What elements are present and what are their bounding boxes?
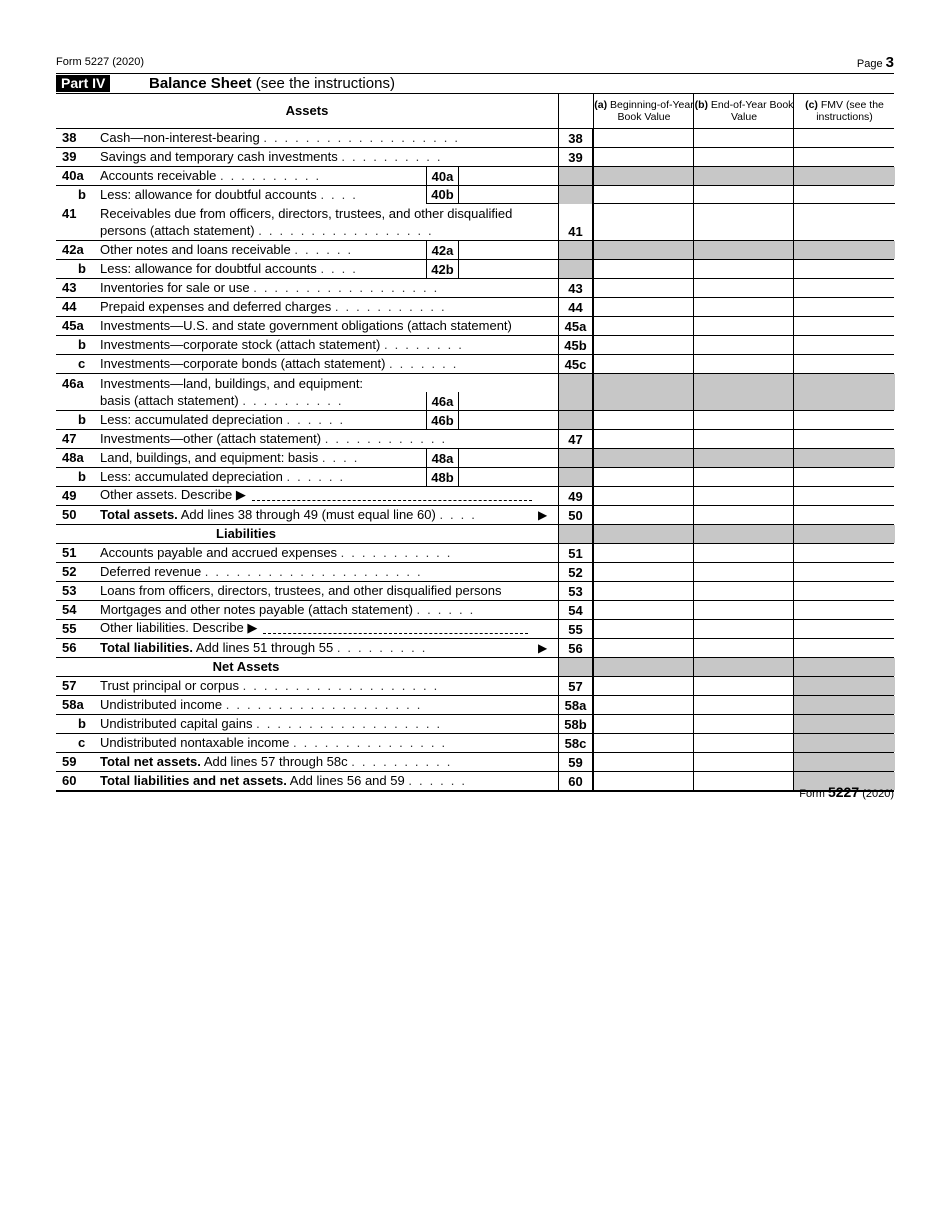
line-48a-amount[interactable] — [459, 449, 558, 467]
line-40b-col-a[interactable] — [593, 186, 694, 204]
line-47-col-c[interactable] — [793, 430, 895, 448]
line-53-col-b[interactable] — [693, 582, 794, 600]
line-46b-col-b[interactable] — [693, 411, 794, 429]
part-header — [56, 74, 894, 93]
line-48b: b Less: accumulated depreciation ...... 48b — [56, 468, 894, 487]
line-52-col-b[interactable] — [693, 563, 794, 581]
line-51-col-a[interactable] — [593, 544, 694, 562]
line-45c: c Investments—corporate bonds (attach statement) ....... 45c — [56, 355, 894, 374]
balance-sheet-table — [56, 93, 894, 792]
part-title: Balance Sheet (see the instructions) — [149, 75, 395, 92]
line-54-col-b[interactable] — [693, 601, 794, 619]
line-44-col-b[interactable] — [693, 298, 794, 316]
line-53: 53 Loans from officers, directors, trustees, and other disqualified persons 53 — [56, 582, 894, 601]
line-38-col-a[interactable] — [593, 129, 694, 147]
line-46b-col-c[interactable] — [793, 411, 895, 429]
line-50-col-b[interactable] — [693, 506, 794, 524]
line-56-col-a[interactable] — [593, 639, 694, 657]
line-51: 51 Accounts payable and accrued expenses ........... 51 — [56, 544, 894, 563]
line-49-describe-field[interactable] — [252, 490, 532, 501]
line-40b-col-c[interactable] — [793, 186, 895, 204]
line-40b-col-b[interactable] — [693, 186, 794, 204]
line-45a-col-a[interactable] — [593, 317, 694, 335]
footer-form-number: 5227 — [827, 784, 860, 800]
line-42b: b Less: allowance for doubtful accounts .... 42b — [56, 260, 894, 279]
line-43-col-a[interactable] — [593, 279, 694, 297]
line-46b-col-a[interactable] — [593, 411, 694, 429]
line-56: 56 Total liabilities. Add lines 51 through 55 ......... ▶ 56 — [56, 639, 894, 658]
line-42b-col-c[interactable] — [793, 260, 895, 278]
column-c-header: (c) FMV (see the instructions) — [793, 93, 895, 128]
line-46a-amount[interactable] — [459, 392, 558, 410]
line-45a-col-b[interactable] — [693, 317, 794, 335]
line-43: 43 Inventories for sale or use .................. 43 — [56, 279, 894, 298]
line-41-col-a[interactable] — [593, 204, 694, 240]
line-57-col-b[interactable] — [693, 677, 794, 695]
line-52-col-c[interactable] — [793, 563, 895, 581]
liabilities-heading: Liabilities — [56, 525, 894, 544]
line-45b-col-a[interactable] — [593, 336, 694, 354]
line-40a-amount[interactable] — [459, 167, 558, 185]
line-59-col-b[interactable] — [693, 753, 794, 771]
column-b-header: (b) End-of-Year Book Value — [693, 93, 794, 128]
line-44-col-c[interactable] — [793, 298, 895, 316]
line-58a-col-a[interactable] — [593, 696, 694, 714]
line-48b-col-c[interactable] — [793, 468, 895, 486]
assets-heading: Assets — [285, 103, 329, 118]
line-46b: b Less: accumulated depreciation ...... 46b — [56, 411, 894, 430]
line-45a: 45a Investments—U.S. and state government obligations (attach statement) 45a — [56, 317, 894, 336]
line-58b-col-a[interactable] — [593, 715, 694, 733]
line-48b-col-a[interactable] — [593, 468, 694, 486]
line-47: 47 Investments—other (attach statement) ............ 47 — [56, 430, 894, 449]
line-59: 59 Total net assets. Add lines 57 through 58c .......... 59 — [56, 753, 894, 772]
line-55: 55 Other liabilities. Describe ▶ 55 — [56, 620, 894, 639]
line-55-describe-field[interactable] — [263, 623, 528, 634]
line-52: 52 Deferred revenue ..................... 52 — [56, 563, 894, 582]
line-48b-col-b[interactable] — [693, 468, 794, 486]
line-40b: b Less: allowance for doubtful accounts .... 40b — [56, 186, 894, 204]
line-50: 50 Total assets. Add lines 38 through 49 (must equal line 60) .... ▶ 50 — [56, 506, 894, 525]
line-56-col-b[interactable] — [693, 639, 794, 657]
line-38: 38 Cash—non-interest-bearing ................... 38 — [56, 129, 894, 148]
column-a-header: (a) Beginning-of-Year Book Value — [593, 93, 694, 128]
line-58a-col-b[interactable] — [693, 696, 794, 714]
arrow-icon: ▶ — [538, 641, 548, 655]
line-39: 39 Savings and temporary cash investments .......... 39 — [56, 148, 894, 167]
line-57-col-a[interactable] — [593, 677, 694, 695]
line-49-col-c[interactable] — [793, 487, 895, 505]
line-60: 60 Total liabilities and net assets. Add lines 56 and 59 ...... 60 — [56, 772, 894, 792]
line-49: 49 Other assets. Describe ▶ 49 — [56, 487, 894, 506]
line-48b-amount[interactable] — [459, 468, 558, 486]
line-46a: 46a Investments—land, buildings, and equipment: basis (attach statement) .......... 46a — [56, 374, 894, 411]
line-54-col-c[interactable] — [793, 601, 895, 619]
line-38-col-b[interactable] — [693, 129, 794, 147]
line-44: 44 Prepaid expenses and deferred charges ........... 44 — [56, 298, 894, 317]
line-47-col-b[interactable] — [693, 430, 794, 448]
line-49-col-a[interactable] — [593, 487, 694, 505]
line-58c-col-b[interactable] — [693, 734, 794, 752]
line-45c-col-a[interactable] — [593, 355, 694, 373]
line-53-col-c[interactable] — [793, 582, 895, 600]
line-42b-col-b[interactable] — [693, 260, 794, 278]
line-45c-col-b[interactable] — [693, 355, 794, 373]
line-43-col-b[interactable] — [693, 279, 794, 297]
line-40a: 40a Accounts receivable .......... 40a — [56, 167, 894, 186]
line-57: 57 Trust principal or corpus ................... 57 — [56, 677, 894, 696]
line-45b: b Investments—corporate stock (attach statement) ........ 45b — [56, 336, 894, 355]
line-51-col-c[interactable] — [793, 544, 895, 562]
page-label: Page — [856, 58, 883, 70]
line-42a: 42a Other notes and loans receivable ...... 42a — [56, 241, 894, 260]
line-45b-col-b[interactable] — [693, 336, 794, 354]
line-45b-col-c[interactable] — [793, 336, 895, 354]
line-49-col-b[interactable] — [693, 487, 794, 505]
line-50-col-a[interactable] — [593, 506, 694, 524]
line-39-col-a[interactable] — [593, 148, 694, 166]
line-60-col-a[interactable] — [593, 772, 694, 790]
line-51-col-b[interactable] — [693, 544, 794, 562]
line-54-col-a[interactable] — [593, 601, 694, 619]
line-58c: c Undistributed nontaxable income ............... 58c — [56, 734, 894, 753]
line-43-col-c[interactable] — [793, 279, 895, 297]
line-60-col-b[interactable] — [693, 772, 794, 790]
line-42a-amount[interactable] — [459, 241, 558, 259]
line-58b: b Undistributed capital gains .................. 58b — [56, 715, 894, 734]
line-47-col-a[interactable] — [593, 430, 694, 448]
line-39-col-c[interactable] — [793, 148, 895, 166]
page-number-value: 3 — [885, 54, 894, 71]
line-41: 41 Receivables due from officers, directors, trustees, and other disqualified persons (attach statement) ................. 41 — [56, 204, 894, 241]
line-58b-col-b[interactable] — [693, 715, 794, 733]
line-48a: 48a Land, buildings, and equipment: basis .... 48a — [56, 449, 894, 468]
line-59-col-a[interactable] — [593, 753, 694, 771]
part-label: Part IV — [56, 75, 110, 92]
arrow-icon: ▶ — [538, 508, 548, 522]
line-44-col-a[interactable] — [593, 298, 694, 316]
column-header-row — [56, 93, 894, 129]
line-50-col-c[interactable] — [793, 506, 895, 524]
line-42b-amount[interactable] — [459, 260, 558, 278]
line-58a: 58a Undistributed income ................... 58a — [56, 696, 894, 715]
line-55-col-c[interactable] — [793, 620, 895, 638]
line-45c-col-c[interactable] — [793, 355, 895, 373]
line-56-col-c[interactable] — [793, 639, 895, 657]
line-54: 54 Mortgages and other notes payable (attach statement) ...... 54 — [56, 601, 894, 620]
line-41-col-c[interactable] — [793, 204, 895, 240]
line-55-col-a[interactable] — [593, 620, 694, 638]
form-footer: Form 5227 (2020) — [799, 784, 894, 800]
line-52-col-a[interactable] — [593, 563, 694, 581]
form-id-header: Form 5227 (2020) — [56, 56, 145, 68]
line-55-col-b[interactable] — [693, 620, 794, 638]
line-45a-col-c[interactable] — [793, 317, 895, 335]
line-41-col-b[interactable] — [693, 204, 794, 240]
net-assets-heading: Net Assets — [56, 658, 894, 677]
line-39-col-b[interactable] — [693, 148, 794, 166]
line-40b-amount[interactable] — [459, 186, 558, 204]
line-42b-col-a[interactable] — [593, 260, 694, 278]
page-number — [857, 54, 894, 71]
line-46b-amount[interactable] — [459, 411, 558, 429]
line-53-col-a[interactable] — [593, 582, 694, 600]
line-38-col-c[interactable] — [793, 129, 895, 147]
line-58c-col-a[interactable] — [593, 734, 694, 752]
